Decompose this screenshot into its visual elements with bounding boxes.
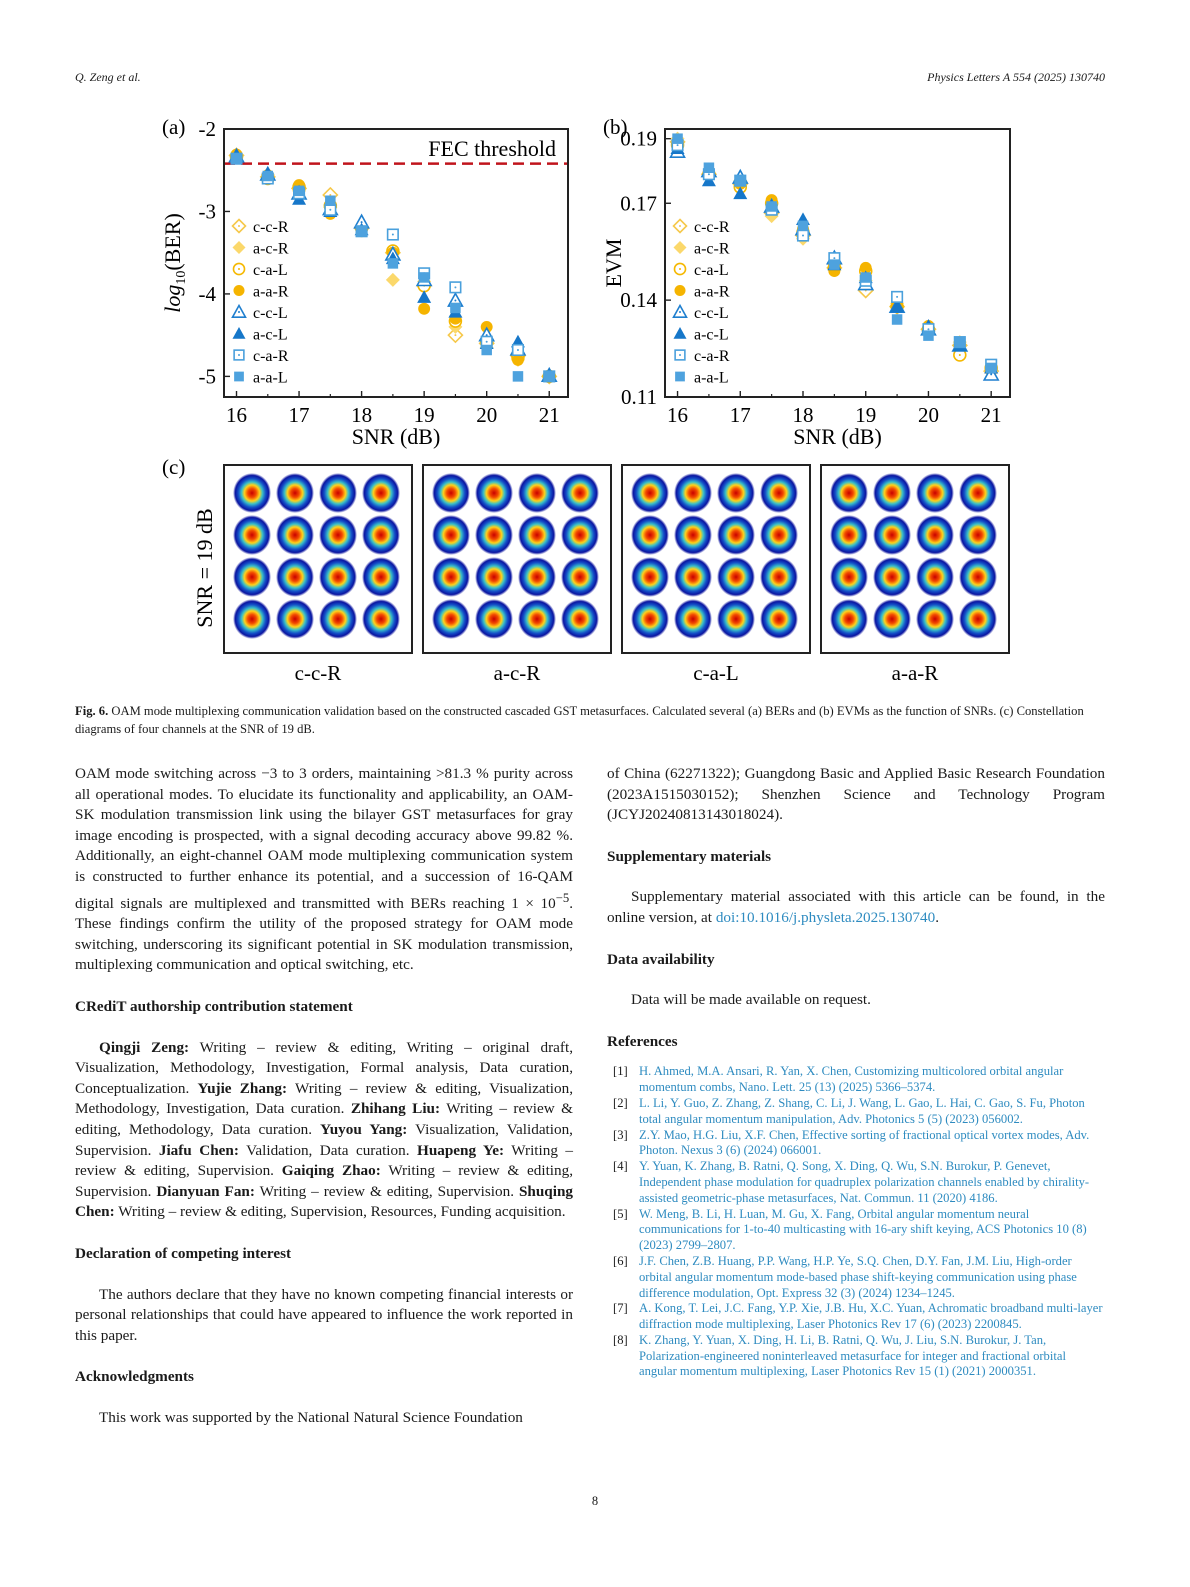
constellation-point (916, 515, 954, 555)
constellation-point (959, 557, 997, 597)
data-point-c-a-R-dot (833, 257, 835, 259)
legend-marker-a-a-R (233, 285, 244, 296)
credit-author-roles: Writing – review & editing, Supervision. (254, 1182, 519, 1200)
data-point-a-a-L (231, 153, 242, 164)
data-point-a-a-L (419, 272, 430, 283)
panel-label: (c) (162, 455, 186, 479)
y-tick-label: -3 (198, 199, 216, 224)
data-point-c-a-R-dot (677, 144, 679, 146)
data-point-a-a-L (356, 226, 367, 237)
reference-link[interactable]: W. Meng, B. Li, H. Luan, M. Gu, X. Fang, Orbital angular momentum neural communications for 1-to-40 multicasting with 16-ary shift keying, ACS Photonics 10 (8) (2023) 2799–2807. (639, 1206, 1087, 1253)
constellation-point (561, 557, 599, 597)
constellation-point (717, 515, 755, 555)
x-tick-label: 17 (288, 403, 310, 427)
data-point-a-c-L (417, 290, 431, 303)
constellation-point (233, 473, 271, 513)
legend-marker-c-a-R-dot (679, 354, 681, 356)
figure-6 (150, 108, 1030, 698)
constellation-point (959, 473, 997, 513)
doi-link[interactable]: doi:10.1016/j.physleta.2025.130740 (715, 908, 936, 926)
legend-marker-c-c-R-dot (679, 225, 681, 227)
data-point-a-a-L (704, 162, 715, 173)
legend-label: c-a-R (694, 348, 730, 365)
constellation-point (873, 515, 911, 555)
credit-author-roles: Writing – review & editing, Visualization, Methodology, Investigation, Data curation. (75, 1079, 573, 1118)
constellation-point (631, 599, 669, 639)
credit-author-name: Huapeng Ye: (417, 1141, 505, 1159)
constellation-point (233, 557, 271, 597)
panel-label: (b) (603, 115, 628, 139)
constellation-point (475, 557, 513, 597)
reference-item (607, 1159, 1105, 1206)
reference-item (607, 1207, 1105, 1254)
constellation-point (362, 599, 400, 639)
credit-author-name: Jiafu Chen: (158, 1141, 239, 1159)
reference-item (607, 1096, 1105, 1128)
constellation-channel-label: c-c-R (294, 661, 342, 685)
data-point-a-a-L (986, 363, 997, 374)
reference-item (607, 1254, 1105, 1301)
reference-item (607, 1064, 1105, 1096)
constellation-channel-label: c-a-L (693, 661, 739, 685)
constellation-point (873, 557, 911, 597)
legend-label: c-c-R (694, 219, 730, 236)
legend-marker-a-a-L (675, 372, 685, 382)
y-tick-label: 0.14 (620, 288, 657, 313)
reference-number: [8] (613, 1332, 628, 1347)
constellation-point (276, 515, 314, 555)
credit-author-name: Yujie Zhang: (197, 1079, 288, 1097)
constellation-point (362, 557, 400, 597)
legend-label: a-a-R (253, 283, 289, 301)
constellation-c-a-L (622, 465, 810, 685)
constellation-point (873, 599, 911, 639)
credit-heading: CRediT authorship contribution statement (75, 998, 353, 1015)
constellation-point (319, 515, 357, 555)
constellation-point (475, 515, 513, 555)
intro-exponent: −5 (555, 890, 570, 905)
y-tick-label: -5 (198, 364, 216, 389)
data-point-a-a-L (481, 345, 492, 356)
legend-label: a-a-L (694, 369, 729, 387)
panel-a-ber-chart (160, 115, 568, 449)
data-availability-heading: Data availability (607, 950, 715, 968)
credit-author-roles: Writing – review & editing, Supervision. (75, 1141, 573, 1180)
constellation-point (830, 515, 868, 555)
data-point-a-a-L (955, 337, 966, 348)
constellation-point (674, 473, 712, 513)
reference-link[interactable]: Y. Yuan, K. Zhang, B. Ratni, Q. Song, X. Ding, Q. Wu, S.N. Burokur, P. Genevet, Independent phase modulation for quadruplex polarization channels enabled by chirality-assisted geometric-phase metasurfaces, Nat. Commun. 11 (2020) 4186. (639, 1159, 1090, 1205)
legend-label: c-a-L (253, 262, 288, 279)
constellation-point (674, 557, 712, 597)
left-column (75, 764, 573, 1429)
credit-statement (75, 1038, 573, 1223)
data-point-a-a-L (798, 221, 809, 232)
legend-label: c-a-R (253, 348, 289, 365)
reference-item (607, 1333, 1105, 1380)
legend-marker-c-c-L-dot (679, 311, 681, 313)
constellation-point (674, 599, 712, 639)
x-tick-label: 17 (729, 403, 751, 427)
data-point-c-a-R-dot (708, 173, 710, 175)
data-point-a-a-L (923, 330, 934, 341)
credit-author-roles: Writing – review & editing, Methodology, Data curation. (75, 1100, 573, 1138)
reference-link[interactable]: Z.Y. Mao, H.G. Liu, X.F. Chen, Effective sorting of fractional optical vortex modes, Adv. Photon. Nexus 3 (6) (2024) 066001. (639, 1127, 1090, 1158)
y-tick-label: -4 (198, 281, 216, 306)
constellation-point (717, 473, 755, 513)
legend-marker-c-c-L-dot (238, 311, 240, 313)
reference-number: [2] (613, 1095, 628, 1110)
x-axis-label: SNR (dB) (351, 424, 441, 449)
credit-author-name: Yuyou Yang: (320, 1120, 408, 1138)
data-point-c-a-R-dot (454, 286, 456, 288)
data-point-c-a-R-dot (517, 349, 519, 351)
credit-author-roles: Writing – review & editing, Supervision. (75, 1162, 573, 1200)
y-axis-label: $\log_{10}(BER)$ (160, 213, 189, 313)
data-point-c-a-R-dot (802, 235, 804, 237)
supplementary-text (607, 887, 1105, 928)
credit-author-roles: Writing – review & editing, Writing – original draft, Visualization, Methodology, Investigation, Formal analysis, Data curation, Conceptualization. (75, 1038, 573, 1097)
constellation-point (760, 515, 798, 555)
legend-marker-a-c-L (674, 327, 687, 339)
y-tick-label: -2 (198, 117, 216, 141)
credit-author-roles: Writing – review & editing, Supervision, Resources, Funding acquisition. (114, 1203, 566, 1221)
acknowledgments-text: This work was supported by the National Natural Science Foundation (99, 1408, 523, 1426)
constellation-channel-label: a-a-R (891, 661, 939, 685)
constellation-point (276, 557, 314, 597)
constellation-y-label: SNR = 19 dB (192, 508, 217, 628)
constellation-point (631, 515, 669, 555)
data-point-a-a-L (672, 133, 683, 143)
data-point-a-a-L (294, 186, 305, 197)
supplementary-heading: Supplementary materials (607, 847, 772, 865)
constellation-point (432, 473, 470, 513)
constellation-point (561, 599, 599, 639)
legend-label: a-c-R (253, 240, 289, 258)
legend-label: a-c-L (694, 326, 729, 344)
legend-label: a-c-R (694, 240, 730, 258)
right-column (607, 764, 1105, 1380)
declaration-heading: Declaration of competing interest (75, 1244, 292, 1262)
constellation-point (233, 515, 271, 555)
legend-label: a-a-R (694, 283, 730, 301)
running-header-journal: Physics Letters A 554 (2025) 130740 (927, 70, 1105, 84)
constellation-a-a-R (821, 465, 1009, 685)
constellation-point (319, 557, 357, 597)
reference-number: [3] (613, 1127, 628, 1142)
supp-text-after: . (935, 908, 939, 926)
data-point-a-c-R (386, 273, 400, 287)
credit-author-roles: Visualization, Validation, Supervision. (75, 1120, 573, 1159)
reference-link[interactable]: K. Zhang, Y. Yuan, X. Ding, H. Li, B. Ratni, Q. Wu, J. Liu, S.N. Burokur, J. Tan, Polarization-engineered noninterleaved metasurface for integer and fractional orbital angular momentum multiplexing, Laser Photonics Rev 15 (1) (2021) 2000351. (639, 1332, 1066, 1379)
acknowledgments-heading: Acknowledgments (75, 1368, 194, 1386)
constellation-point (830, 599, 868, 639)
constellation-c-c-R (224, 465, 412, 685)
data-point-c-a-R-dot (329, 209, 331, 211)
data-point-a-a-L (513, 371, 524, 382)
constellation-point (717, 557, 755, 597)
constellation-point (717, 599, 755, 639)
figure-caption (75, 702, 1105, 738)
constellation-point (631, 557, 669, 597)
intro-paragraph (75, 764, 573, 976)
reference-link[interactable]: J.F. Chen, Z.B. Huang, P.P. Wang, H.P. Ye, S.Q. Chen, D.Y. Fan, J.M. Liu, High-order orbital angular momentum mode-based phase shift-keying communication using phase difference modulation, Opt. Express 32 (3) (2024) 1234–1245. (639, 1253, 1077, 1300)
constellation-point (432, 515, 470, 555)
data-point-c-c-R-dot (454, 334, 456, 336)
constellation-point (631, 473, 669, 513)
constellation-point (475, 599, 513, 639)
constellation-point (916, 557, 954, 597)
legend-label: c-c-L (253, 305, 288, 322)
constellation-point (362, 515, 400, 555)
constellation-point (233, 599, 271, 639)
data-point-a-a-L (388, 258, 399, 269)
x-tick-label: 19 (855, 403, 877, 427)
reference-item (607, 1301, 1105, 1333)
reference-number: [4] (613, 1159, 628, 1174)
fec-threshold-label: FEC threshold (428, 136, 556, 161)
data-point-a-a-L (735, 175, 746, 186)
legend-marker-c-c-R-dot (238, 225, 240, 227)
legend-marker-a-a-R (674, 285, 685, 296)
reference-number: [1] (613, 1064, 628, 1079)
data-point-a-a-L (450, 303, 461, 314)
legend-label: a-a-L (253, 369, 288, 387)
caption-text: OAM mode multiplexing communication validation based on the constructed cascaded GST metasurfaces. Calculated several (a) BERs and (b) EVMs as the function of SNRs. (c) Constellation diagrams of four channels at the SNR of 19 dB. (75, 704, 1084, 736)
constellation-point (760, 599, 798, 639)
acknowledgments-continued: of China (62271322); Guangdong Basic and Applied Basic Research Foundation (2023A1515030152); Shenzhen Science and Technology Program (JCYJ20240813143018024). (607, 765, 1105, 824)
data-point-c-a-R-dot (896, 296, 898, 298)
y-axis-label: EVM (601, 238, 626, 288)
x-tick-label: 18 (351, 403, 373, 427)
x-tick-label: 21 (980, 403, 1002, 427)
data-point-c-c-L-dot (454, 300, 456, 302)
data-availability-text: Data will be made available on request. (631, 991, 871, 1009)
constellation-point (518, 473, 556, 513)
supp-text-before: Supplementary material associated with this article can be found, in the online version, at (607, 888, 1105, 926)
references-list (607, 1064, 1105, 1380)
caption-label: Fig. 6. (75, 704, 109, 718)
reference-link[interactable]: H. Ahmed, M.A. Ansari, R. Yan, X. Chen, Customizing multicolored orbital angular momentum combs, Nano. Lett. 25 (13) (2025) 5366–5374. (639, 1064, 1064, 1095)
legend-label: c-a-L (694, 262, 729, 279)
y-tick-label: 0.19 (620, 126, 657, 151)
constellation-point (916, 473, 954, 513)
constellation-point (561, 515, 599, 555)
panel-b-evm-chart (601, 115, 1010, 449)
legend-marker-a-c-L (233, 327, 246, 339)
credit-author-name: Qingji Zeng: (99, 1038, 190, 1056)
reference-number: [7] (613, 1301, 628, 1316)
legend-marker-c-a-R-dot (238, 354, 240, 356)
constellation-point (830, 473, 868, 513)
x-axis-label: SNR (dB) (793, 424, 882, 449)
reference-number: [5] (613, 1206, 628, 1221)
legend-marker-a-a-L (234, 372, 244, 382)
reference-number: [6] (613, 1253, 628, 1268)
declaration-text: The authors declare that they have no known competing financial interests or personal relationships that could have appeared to influence the work reported in this paper. (75, 1285, 573, 1344)
credit-author-name: Gaiqing Zhao: (281, 1162, 381, 1180)
panel-label: (a) (162, 115, 186, 139)
reference-link[interactable]: L. Li, Y. Guo, Z. Zhang, Z. Shang, C. Li, J. Wang, L. Gao, L. Hai, C. Gao, S. Fu, Photon total angular momentum manipulation, Adv. Photonics 5 (5) (2023) 056002. (639, 1095, 1085, 1126)
constellation-channel-label: a-c-R (493, 661, 541, 685)
constellation-point (432, 557, 470, 597)
constellation-point (959, 515, 997, 555)
constellation-point (561, 473, 599, 513)
constellation-point (432, 599, 470, 639)
data-point-c-a-R-dot (392, 234, 394, 236)
legend-label: a-c-L (253, 326, 288, 344)
data-point-a-a-L (829, 259, 840, 270)
intro-text-b: . These findings confirm the utility of the proposed strategy for OAM mode switching, underscoring its significant potential in SK modulation transmission, multiplexing communication and optical switching, etc. (75, 894, 573, 974)
constellation-point (276, 599, 314, 639)
data-point-c-a-R-dot (486, 341, 488, 343)
legend-label: c-c-R (253, 219, 289, 236)
constellation-point (319, 473, 357, 513)
x-tick-label: 16 (667, 403, 689, 427)
constellation-point (674, 515, 712, 555)
data-point-c-a-L-dot (959, 354, 961, 356)
legend-marker-c-a-L-dot (679, 268, 681, 270)
legend-marker-a-c-R (233, 241, 246, 254)
constellation-point (518, 599, 556, 639)
y-tick-label: 0.17 (620, 191, 657, 216)
x-tick-label: 20 (917, 403, 939, 427)
constellation-point (830, 557, 868, 597)
data-point-a-a-L (860, 272, 871, 283)
constellation-point (362, 473, 400, 513)
constellation-point (319, 599, 357, 639)
credit-author-name: Zhihang Liu: (350, 1100, 441, 1118)
constellation-point (518, 557, 556, 597)
running-header-authors: Q. Zeng et al. (75, 70, 141, 84)
data-point-c-a-R-dot (927, 328, 929, 330)
legend-label: c-c-L (694, 305, 729, 322)
credit-author-name: Dianyuan Fan: (156, 1182, 255, 1200)
data-point-c-c-L-dot (990, 373, 992, 375)
data-point-a-a-L (263, 171, 274, 182)
reference-link[interactable]: A. Kong, T. Lei, J.C. Fang, Y.P. Xie, J.B. Hu, X.C. Yuan, Achromatic broadband multi-layer diffraction mode multiplexing, Laser Photonics Rev 17 (6) (2023) 2200845. (639, 1301, 1103, 1332)
constellation-point (959, 599, 997, 639)
x-tick-label: 19 (413, 403, 435, 427)
legend-marker-c-a-L-dot (238, 268, 240, 270)
data-point-a-a-L (544, 371, 555, 382)
constellation-point (518, 515, 556, 555)
reference-item (607, 1128, 1105, 1160)
constellation-a-c-R (423, 465, 611, 685)
constellation-point (760, 557, 798, 597)
constellation-point (276, 473, 314, 513)
constellation-point (873, 473, 911, 513)
credit-author-name: Shuqing Chen: (75, 1182, 573, 1221)
constellation-point (916, 599, 954, 639)
data-point-a-a-L (325, 195, 336, 206)
intro-text-a: OAM mode switching across −3 to 3 orders, maintaining >81.3 % purity across all operational modes. To elucidate its functionality and applicability, an OAM-SK modulation transmission link using the bilayer GST metasurfaces for gray image encoding is prospected, with a signal decoding accuracy above 99.82 %. Additionally, an eight-channel OAM mode multiplexing communication system is constructed to further enhance its potential, and a succession of 16-QAM digital signals are multiplexed and transmitted with BERs reaching 1 × 10 (75, 765, 573, 912)
x-tick-label: 18 (792, 403, 814, 427)
x-tick-label: 16 (226, 403, 248, 427)
x-tick-label: 21 (538, 403, 560, 427)
constellation-point (475, 473, 513, 513)
panel-c-constellations (162, 455, 1009, 685)
page-number: 8 (591, 1494, 599, 1508)
data-point-a-a-L (892, 314, 903, 325)
x-tick-label: 20 (476, 403, 498, 427)
data-point-a-a-R (418, 303, 430, 315)
references-heading: References (607, 1032, 678, 1050)
constellation-point (760, 473, 798, 513)
credit-author-roles: Validation, Data curation. (238, 1141, 417, 1159)
y-tick-label: 0.11 (621, 385, 657, 409)
legend-marker-a-c-R (674, 241, 687, 254)
data-point-a-a-L (766, 201, 777, 212)
